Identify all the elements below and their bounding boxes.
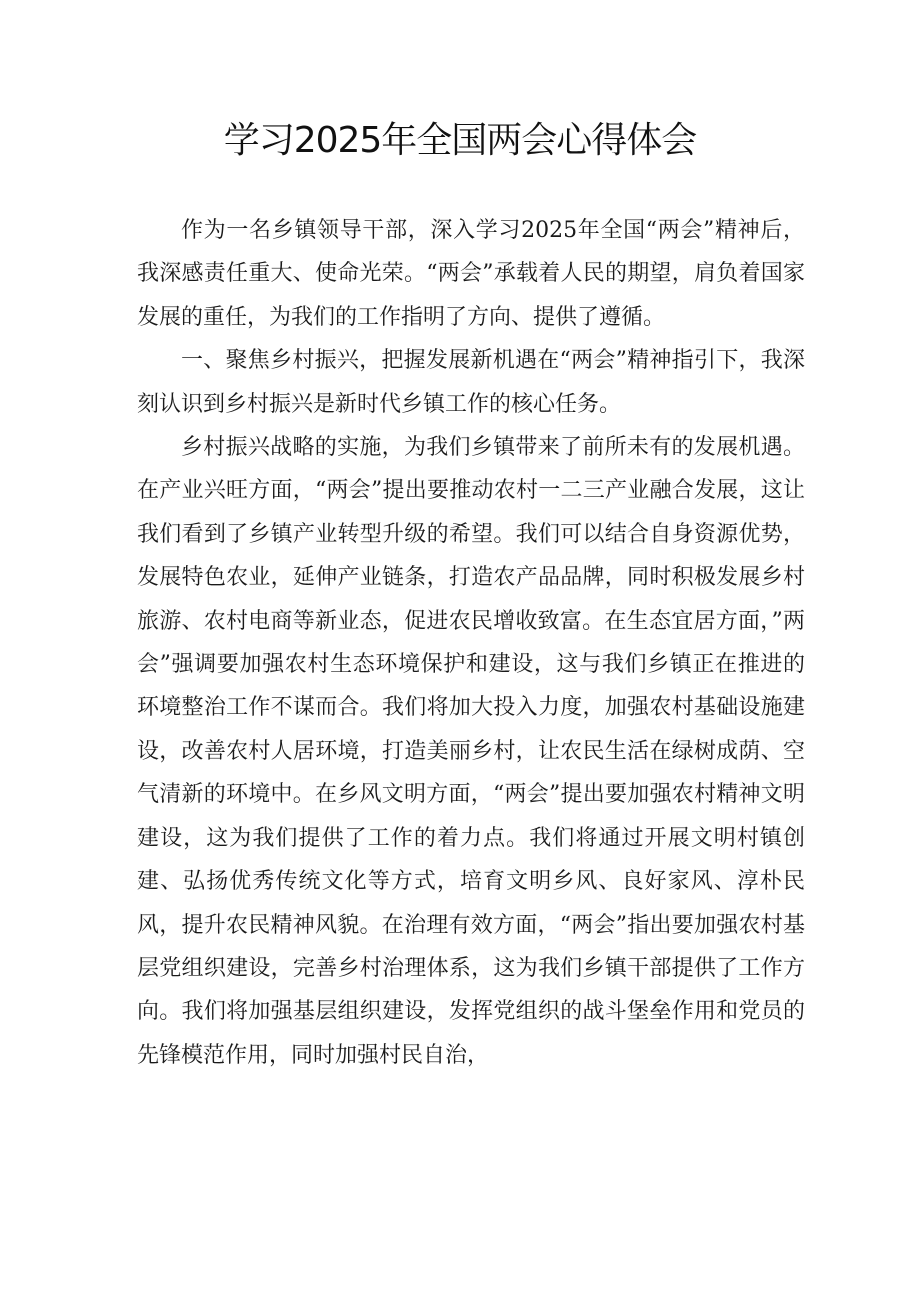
paragraph-section-heading: 一、聚焦乡村振兴，把握发展新机遇在“两会”精神指引下，我深刻认识到乡村振兴是新时代乡镇工作的核心任务。 [137, 348, 805, 417]
paragraph-rural-revitalization: 乡村振兴战略的实施，为我们乡镇带来了前所未有的发展机遇。在产业兴旺方面，“两会”提出要推动农村一二三产业融合发展，这让我们看到了乡镇产业转型升级的希望。我们可以结合自身资源优势，发展特色农业，延伸产业链条，打造农产品品牌，同时积极发展乡村旅游、农村电商等新业态，促进农民增收致富。在生态宜居方面，”两会”强调要加强农村生态环境保护和建设，这与我们乡镇正在推进的环境整治工作不谋而合。我们将加大投入力度，加强农村基础设施建设，改善农村人居环境，打造美丽乡村，让农民生活在绿树成荫、空气清新的环境中。在乡风文明方面，“两会”提出要加强农村精神文明建设，这为我们提供了工作的着力点。我们将通过开展文明村镇创建、弘扬优秀传统文化等方式，培育文明乡风、良好家风、淳朴民风，提升农民精神风貌。在治理有效方面，“两会”指出要加强农村基层党组织建设，完善乡村治理体系，这为我们乡镇干部提供了工作方向。我们将加强基层组织建设，发挥党组织的战斗堡垒作用和党员的先锋模范作用，同时加强村民自治， [137, 435, 805, 1068]
document-body [137, 209, 805, 1077]
document-title: 学习2025年全国两会心得体会 [223, 120, 697, 161]
paragraph-intro: 作为一名乡镇领导干部，深入学习2025年全国“两会”精神后，我深感责任重大、使命光荣。“两会”承载着人民的期望，肩负着国家发展的重任，为我们的工作指明了方向、提供了遵循。 [137, 218, 805, 330]
